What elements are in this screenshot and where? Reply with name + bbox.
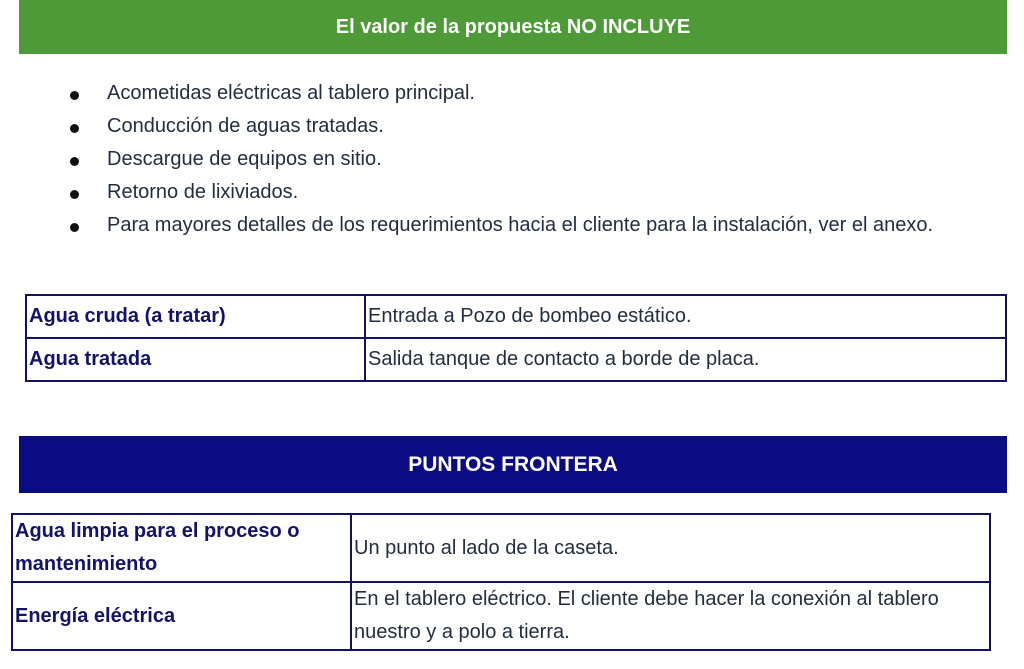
bullet-icon [70,157,79,166]
list-item-text: Conducción de aguas tratadas. [107,115,384,137]
list-item [0,111,1024,144]
table-cell-label: Agua limpia para el proceso o mantenimiento [12,514,351,582]
table-cell-value: En el tablero eléctrico. El cliente debe hacer la conexión al tablero nuestro y a polo a tierra. [351,582,990,650]
table-row [12,514,990,582]
list-item-text: Retorno de lixiviados. [107,181,299,203]
table-cell-label: Energía eléctrica [12,582,351,650]
excludes-header [19,0,1007,54]
list-item-text: Descargue de equipos en sitio. [107,148,382,170]
bullet-icon [70,190,79,199]
bullet-icon [70,124,79,133]
boundary-table [11,513,991,651]
list-item-text: Para mayores detalles de los requerimientos hacia el cliente para la instalación, ver el anexo. [107,214,934,236]
list-item [0,210,1024,243]
table-row [26,338,1006,381]
list-item [0,78,1024,111]
table-cell-value: Salida tanque de contacto a borde de placa. [365,338,1006,381]
boundary-header-title: PUNTOS FRONTERA [408,452,618,476]
table-row [26,295,1006,338]
list-item-text: Acometidas eléctricas al tablero principal. [107,82,475,104]
excludes-list [0,78,1024,243]
table-cell-label: Agua tratada [26,338,365,381]
list-item [0,177,1024,210]
bullet-icon [70,223,79,232]
table-cell-value: Entrada a Pozo de bombeo estático. [365,295,1006,338]
table-cell-value: Un punto al lado de la caseta. [351,514,990,582]
water-table [25,294,1007,382]
excludes-header-title: El valor de la propuesta NO INCLUYE [335,15,691,38]
bullet-icon [70,91,79,100]
table-row [12,582,990,650]
boundary-header [19,436,1007,493]
list-item [0,144,1024,177]
table-cell-label: Agua cruda (a tratar) [26,295,365,338]
